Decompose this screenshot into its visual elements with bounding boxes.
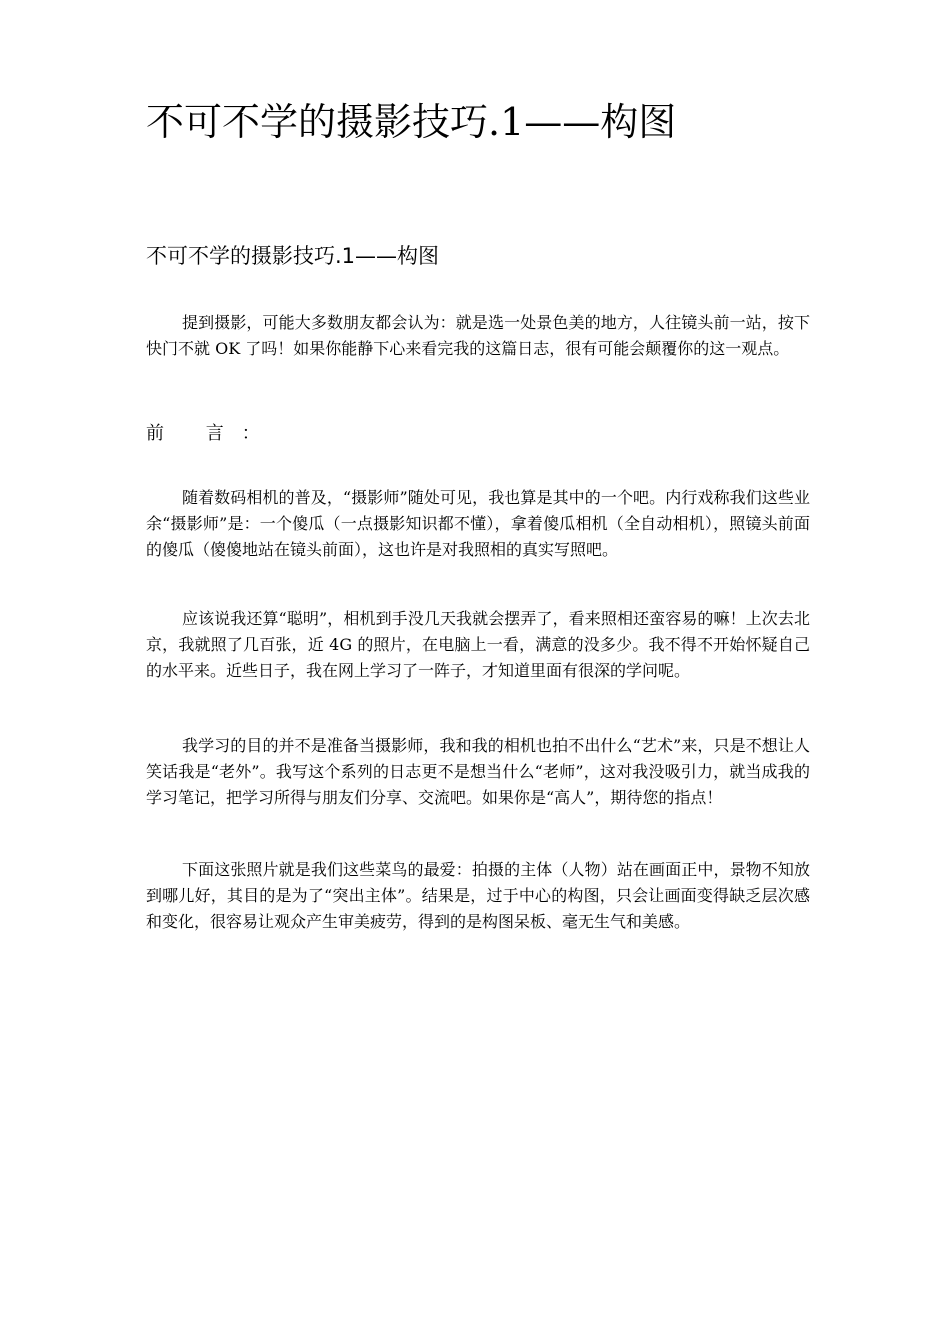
document-title: 不可不学的摄影技巧.1——构图 [146,100,677,144]
intro-paragraph: 提到摄影，可能大多数朋友都会认为：就是选一处景色美的地方，人往镜头前一站，按下快门不就 OK 了吗！如果你能静下心来看完我的这篇日志，很有可能会颠覆你的这一观点。 [146,313,810,358]
body-paragraph-3: 我学习的目的并不是准备当摄影师，我和我的相机也拍不出什么“艺术”来，只是不想让人笑话我是“老外”。我写这个系列的日志更不是想当什么“老师”，这对我没吸引力，就当成我的学习笔记，把学习所得与朋友们分享、交流吧。如果你是“高人”，期待您的指点！ [146,736,810,807]
body-paragraph-4: 下面这张照片就是我们这些菜鸟的最爱：拍摄的主体（人物）站在画面正中，景物不知放到哪儿好，其目的是为了“突出主体”。结果是，过于中心的构图，只会让画面变得缺乏层次感和变化，很容易让观众产生审美疲劳，得到的是构图呆板、毫无生气和美感。 [146,860,810,931]
body-paragraph-1: 随着数码相机的普及，“摄影师”随处可见，我也算是其中的一个吧。内行戏称我们这些业余“摄影师”是：一个傻瓜（一点摄影知识都不懂），拿着傻瓜相机（全自动相机），照镜头前面的傻瓜（傻傻地站在镜头前面），这也许是对我照相的真实写照吧。 [146,488,810,559]
preface-heading: 前 言： [146,423,278,444]
body-paragraph-2: 应该说我还算“聪明”，相机到手没几天我就会摆弄了，看来照相还蛮容易的嘛！上次去北京，我就照了几百张，近 4G 的照片，在电脑上一看，满意的没多少。我不得不开始怀疑自己的水平来。近些日子，我在网上学习了一阵子，才知道里面有很深的学问呢。 [146,609,810,680]
section-title: 不可不学的摄影技巧.1——构图 [146,244,440,268]
